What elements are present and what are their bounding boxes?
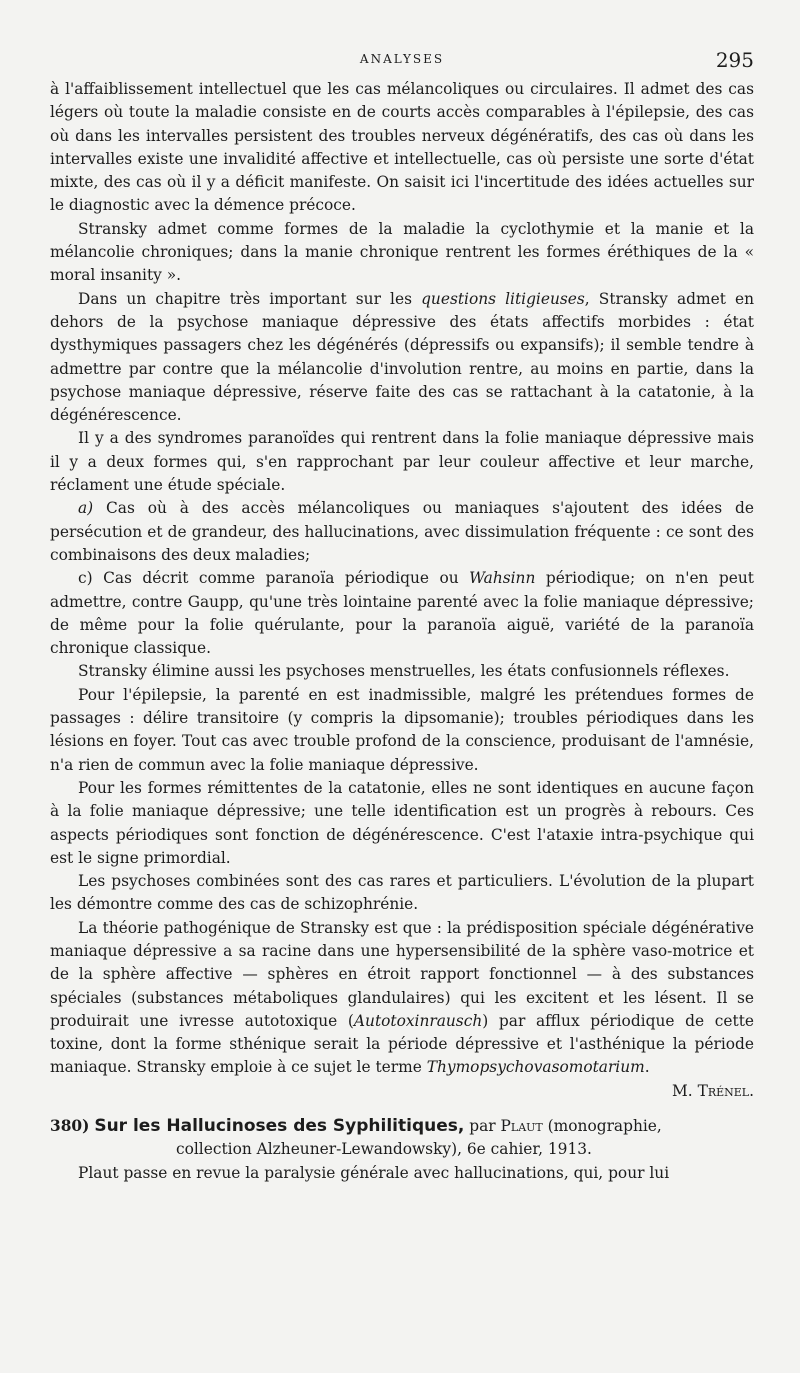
paragraph-4: Il y a des syndromes paranoïdes qui rentrent dans la folie maniaque dépressive mais il y a deux formes qui, s'en rapprochant par leur couleur affective et leur marche, réclament une étude spéciale. <box>50 429 754 495</box>
entry-collection: collection Alzheuner-Lewandowsky), 6e cahier, 1913. <box>176 1140 592 1159</box>
signature-name: Trénel. <box>697 1081 754 1100</box>
paragraph-6: c) Cas décrit comme paranoïa périodique ou Wahsinn périodique; on n'en peut admettre, contre Gaupp, qu'une très lointaine parenté avec la folie maniaque dépressive; de même pour la folie quérulante, pour la paranoïa aiguë, variété de la paranoïa chronique classique. <box>50 569 754 658</box>
paragraph-3: Dans un chapitre très important sur les questions litigieuses, Stransky admet en dehors de la psychose maniaque dépressive des états affectifs morbides : état dysthymiques passagers chez les dégénérés (dépressifs ou expansifs); il semble tendre à admettre par contre que la mélancolie d'involution rentre, au moins en partie, dans la psychose maniaque dépressive, réserve faite des cas se rattachant à la catatonie, à la dégénérescence. <box>50 289 755 425</box>
signature <box>50 1080 754 1103</box>
last-paragraph: Plaut passe en revue la paralysie générale avec hallucinations, qui, pour lui <box>78 1163 670 1182</box>
page-header <box>50 48 754 78</box>
page-number: 295 <box>715 48 754 72</box>
running-head: ANALYSES <box>359 52 445 66</box>
paragraph-1: à l'affaiblissement intellectuel que les cas mélancoliques ou circulaires. Il admet des cas légers où toute la maladie consiste en de courts accès comparables à l'épilepsie, des cas où dans les intervalles persistent des troubles nerveux dégénératifs, des cas où dans les intervalles existe une invalidité affective et intellectuelle, cas où persiste une sorte d'état mixte, des cas où il y a déficit manifeste. On saisit ici l'incertitude des idées actuelles sur le diagnostic avec la démence précoce. <box>50 80 754 215</box>
review-body <box>50 78 754 1103</box>
entry-by: par <box>469 1117 496 1136</box>
paragraph-9: Pour les formes rémittentes de la catatonie, elles ne sont identiques en aucune façon à la folie maniaque dépressive; une telle identification est un progrès à rebours. Ces aspects périodiques sont fonction de dégénérescence. C'est l'ataxie intra-psychique qui est le signe primordial. <box>50 778 754 867</box>
paragraph-5: a) Cas où à des accès mélancoliques ou maniaques s'ajoutent des idées de persécution et de grandeur, des hallucinations, avec dissimulation fréquente : ce sont des combinaisons des deux maladies; <box>50 499 754 564</box>
entry-details: (monographie, <box>547 1117 662 1136</box>
signature-initial: M. <box>672 1081 693 1100</box>
entry-title: Sur les Hallucinoses des Syphilitiques, <box>94 1116 465 1137</box>
paragraph-7: Stransky élimine aussi les psychoses menstruelles, les états confusionnels réflexes. <box>78 662 730 681</box>
paragraph-8: Pour l'épilepsie, la parenté en est inadmissible, malgré les prétendues formes de passages : délire transitoire (y compris la dipsomanie); troubles périodiques dans les lésions en foyer. Tout cas avec trouble profond de la conscience, produisant de l'amnésie, n'a rien de commun avec la folie maniaque dépressive. <box>50 685 754 774</box>
paragraph-10: Les psychoses combinées sont des cas rares et particuliers. L'évolution de la plupart les démontre comme des cas de schizophrénie. <box>50 872 754 914</box>
entry-number: 380) <box>50 1117 90 1136</box>
paragraph-2: Stransky admet comme formes de la maladie la cyclothymie et la manie et la mélancolie chroniques; dans la manie chronique rentrent les formes éréthiques de la « moral insanity ». <box>50 219 754 285</box>
bibliographic-entry <box>50 1115 754 1162</box>
final-paragraph-block <box>50 1162 754 1185</box>
paragraph-11: La théorie pathogénique de Stransky est que : la prédisposition spéciale dégénérative maniaque dépressive a sa racine dans une hypersensibilité de la sphère vaso-motrice et de la sphère affective — sphères en étroit rapport fonctionnel — à des substances spéciales (substances métaboliques glandulaires) qui les excitent et les lésent. Il se produirait une ivresse autotoxique (Autotoxinrausch) par afflux périodique de cette toxine, dont la forme sthénique serait la période dépressive et l'asthénique la période maniaque. Stransky emploie à ce sujet le terme Thymopsychovasomotarium. <box>50 918 754 1077</box>
entry-author: Plaut <box>500 1117 543 1136</box>
